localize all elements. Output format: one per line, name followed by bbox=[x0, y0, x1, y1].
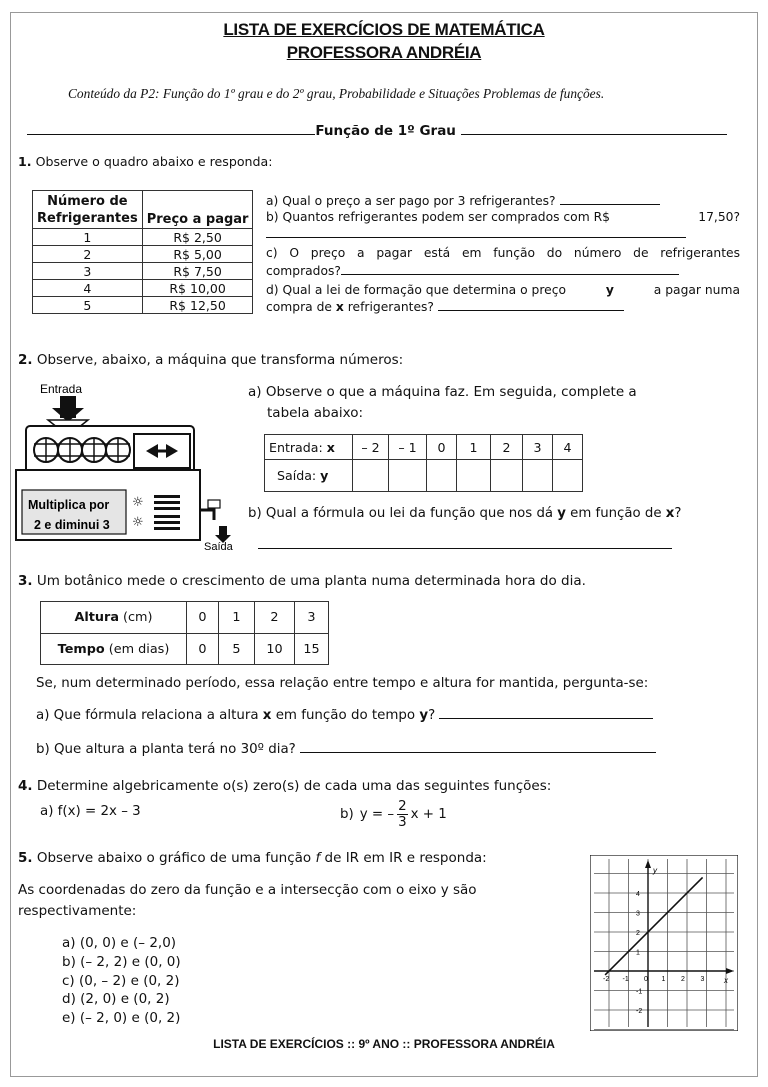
q5-text: Observe abaixo o gráfico de uma função bbox=[36, 850, 316, 866]
y-tick-label: 4 bbox=[636, 891, 640, 898]
q3-table bbox=[40, 601, 329, 665]
number-machine bbox=[12, 378, 242, 558]
option-a[interactable]: a) (0, 0) e (– 2,0) bbox=[62, 935, 177, 951]
answer-line[interactable] bbox=[438, 301, 624, 311]
q1-c-text: c) O preço a pagar está em função do número de refrigerantes bbox=[266, 246, 740, 260]
cell: 5 bbox=[33, 297, 143, 314]
cell: 1 bbox=[457, 435, 491, 460]
q1-col-quantity-l2: Refrigerantes bbox=[37, 210, 138, 226]
cell: 3 bbox=[295, 602, 329, 634]
cell: 15 bbox=[295, 634, 329, 665]
table-row bbox=[41, 634, 329, 665]
q3-altura-label: Altura bbox=[74, 610, 119, 625]
q3-b bbox=[36, 742, 656, 757]
x-tick-label: 2 bbox=[681, 976, 685, 983]
cell: 0 bbox=[427, 435, 457, 460]
section-rule-right bbox=[461, 134, 727, 135]
q1-col-price: Preço a pagar bbox=[142, 191, 253, 229]
cell: 1 bbox=[33, 229, 143, 246]
q3-a-text-2: em função do tempo bbox=[271, 708, 420, 723]
q1-b-amount: 17,50? bbox=[698, 210, 740, 224]
q5-options bbox=[62, 934, 181, 1028]
q4-b-label: b) bbox=[340, 806, 354, 822]
cell: 10 bbox=[255, 634, 295, 665]
q1-d-text-2: a pagar numa bbox=[653, 283, 740, 297]
option-d[interactable]: d) (2, 0) e (0, 2) bbox=[62, 991, 170, 1008]
answer-cell[interactable] bbox=[389, 460, 427, 492]
answer-line[interactable] bbox=[266, 237, 686, 238]
y-axis-label: y bbox=[653, 866, 657, 875]
cell: 2 bbox=[33, 246, 143, 263]
q1-table bbox=[32, 190, 253, 314]
machine-label-line-2: 2 e diminui 3 bbox=[34, 518, 110, 532]
q2-b-var-y: y bbox=[557, 506, 566, 521]
table-row bbox=[265, 460, 583, 492]
q1-d-text-3: compra de bbox=[266, 300, 332, 314]
q4-b-fraction bbox=[397, 799, 408, 830]
q2-a-line-2: tabela abaixo: bbox=[267, 405, 364, 421]
cell: – 2 bbox=[353, 435, 389, 460]
x-tick-label: 3 bbox=[700, 976, 705, 983]
faucet bbox=[208, 500, 220, 508]
q1-text: Observe o quadro abaixo e responda: bbox=[35, 154, 273, 169]
q3-text: Um botânico mede o crescimento de uma planta numa determinada hora do dia. bbox=[36, 573, 586, 589]
machine-label-line-1: Multiplica por bbox=[28, 498, 110, 512]
content-subtitle: Conteúdo da P2: Função do 1º grau e do 2º grau, Probabilidade e Situações Problemas de funções. bbox=[68, 86, 605, 101]
answer-line[interactable] bbox=[300, 743, 656, 753]
q1-col-quantity-l1: Número de bbox=[47, 193, 128, 209]
cell: 1 bbox=[219, 602, 255, 634]
answer-cell[interactable] bbox=[553, 460, 583, 492]
cell: 0 bbox=[187, 634, 219, 665]
cell: 4 bbox=[33, 280, 143, 297]
q2-entrada-var: x bbox=[326, 439, 335, 455]
cell: R$ 12,50 bbox=[142, 297, 253, 314]
entrada-label: Entrada bbox=[40, 382, 83, 396]
q5-text-2: de IR em IR e responda: bbox=[320, 850, 487, 866]
function-graph bbox=[590, 855, 738, 1031]
sun-icon: ☼ bbox=[132, 515, 144, 530]
q5-prompt bbox=[18, 850, 487, 866]
option-c[interactable]: c) (0, – 2) e (0, 2) bbox=[62, 972, 180, 989]
saida-arrow-shaft bbox=[219, 526, 227, 536]
q1-d-2 bbox=[266, 300, 624, 314]
q1-b bbox=[266, 210, 740, 224]
answer-line[interactable] bbox=[341, 265, 679, 275]
q5-text-line-2: respectivamente: bbox=[18, 903, 137, 919]
section-title: Função de 1º Grau bbox=[315, 123, 456, 139]
cell: R$ 2,50 bbox=[142, 229, 253, 246]
graph-frame bbox=[590, 855, 738, 1031]
y-tick-label: 2 bbox=[636, 930, 640, 937]
answer-line[interactable] bbox=[560, 195, 660, 205]
q4-b-denominator: 3 bbox=[398, 814, 407, 830]
q1-prompt bbox=[18, 154, 272, 169]
q2-b-text-2: em função de bbox=[565, 506, 666, 521]
table-row bbox=[33, 229, 253, 246]
y-tick-label: 3 bbox=[636, 910, 640, 918]
table-row bbox=[33, 263, 253, 280]
q1-d-var-y: y bbox=[605, 283, 614, 297]
q2-b-var-x: x bbox=[665, 506, 675, 521]
q3-tempo-unit: (em dias) bbox=[104, 641, 170, 657]
q4-b-numerator: 2 bbox=[398, 798, 407, 814]
section-rule-left bbox=[27, 134, 315, 135]
title-line-2: PROFESSORA ANDRÉIA bbox=[286, 43, 482, 62]
x-tick-label: -1 bbox=[622, 976, 629, 983]
table-row bbox=[33, 246, 253, 263]
section-heading bbox=[18, 123, 736, 139]
cell: 0 bbox=[187, 602, 219, 634]
sun-icon: ☼ bbox=[132, 495, 144, 510]
x-tick-label: 0 bbox=[644, 976, 648, 983]
x-tick-label: 1 bbox=[661, 976, 666, 983]
saida-pipe bbox=[200, 510, 214, 520]
q3-a-var-x: x bbox=[262, 708, 272, 723]
answer-cell[interactable] bbox=[523, 460, 553, 492]
q1-a-text: a) Qual o preço a ser pago por 3 refrigerantes? bbox=[266, 194, 556, 208]
q1-c bbox=[266, 246, 740, 260]
answer-cell[interactable] bbox=[457, 460, 491, 492]
answer-line[interactable] bbox=[439, 709, 653, 719]
q4-b-rhs: x + 1 bbox=[410, 806, 447, 822]
q1-c-2 bbox=[266, 264, 679, 278]
cell: R$ 5,00 bbox=[142, 246, 253, 263]
q4-number: 4. bbox=[18, 778, 33, 794]
y-tick-label: -1 bbox=[636, 988, 643, 996]
title-line-1: LISTA DE EXERCÍCIOS DE MATEMÁTICA bbox=[223, 20, 545, 39]
cell: R$ 10,00 bbox=[142, 280, 253, 297]
saida-label: Saída bbox=[204, 541, 233, 553]
q3-altura-unit: (cm) bbox=[118, 610, 153, 625]
q2-saida-label bbox=[265, 460, 353, 492]
q3-prompt bbox=[18, 573, 586, 589]
table-row bbox=[265, 435, 583, 460]
cell: 2 bbox=[255, 602, 295, 634]
q2-table bbox=[264, 434, 583, 492]
q3-note: Se, num determinado período, essa relação entre tempo e altura for mantida, pergunta-se: bbox=[36, 676, 649, 691]
q5-text-line-1: As coordenadas do zero da função e a intersecção com o eixo y são bbox=[18, 882, 477, 898]
q3-a bbox=[36, 708, 653, 723]
q2-b-text: b) Qual a fórmula ou lei da função que nos dá bbox=[248, 506, 558, 521]
answer-cell[interactable] bbox=[353, 460, 389, 492]
cell: – 1 bbox=[389, 435, 427, 460]
q2-text: Observe, abaixo, a máquina que transforma números: bbox=[32, 352, 404, 368]
q1-a bbox=[266, 194, 660, 208]
y-tick-label: 1 bbox=[636, 949, 640, 957]
q1-d bbox=[266, 283, 740, 297]
q1-d-text: d) Qual a lei de formação que determina o preço bbox=[266, 283, 566, 297]
q4-text: Determine algebricamente o(s) zero(s) de cada uma das seguintes funções: bbox=[36, 778, 552, 794]
q2-saida-var: y bbox=[320, 468, 329, 483]
q4-a: a) f(x) = 2x – 3 bbox=[40, 804, 141, 819]
q3-b-text: b) Que altura a planta terá no 30º dia? bbox=[36, 742, 296, 757]
q1-number: 1. bbox=[18, 154, 32, 169]
answer-line[interactable] bbox=[258, 548, 672, 549]
q3-a-var-y: y bbox=[419, 708, 429, 723]
option-b[interactable]: b) (– 2, 2) e (0, 0) bbox=[62, 953, 181, 970]
q3-a-text-3: ? bbox=[428, 708, 436, 723]
cell: 3 bbox=[523, 435, 553, 460]
q1-b-text: b) Quantos refrigerantes podem ser comprados com R$ bbox=[266, 210, 610, 224]
footer: LISTA DE EXERCÍCIOS :: 9º ANO :: PROFESSORA ANDRÉIA bbox=[213, 1037, 555, 1051]
q1-d-text-4: refrigerantes? bbox=[347, 300, 434, 314]
q3-row-altura bbox=[41, 602, 187, 634]
cell: 3 bbox=[33, 263, 143, 280]
q4-b-lhs: y = – bbox=[359, 806, 395, 822]
q2-a-line-1: a) Observe o que a máquina faz. Em seguida, complete a bbox=[248, 384, 637, 400]
table-row bbox=[33, 280, 253, 297]
cell: 5 bbox=[219, 634, 255, 665]
q2-b-text-3: ? bbox=[674, 506, 682, 521]
q2-prompt bbox=[18, 352, 403, 368]
x-axis-label: x bbox=[724, 976, 728, 985]
q2-number: 2. bbox=[18, 352, 33, 368]
q5-number: 5. bbox=[18, 850, 33, 866]
cell: 2 bbox=[491, 435, 523, 460]
q1-col-quantity bbox=[33, 191, 143, 229]
q1-d-var-x: x bbox=[335, 300, 344, 314]
cell: R$ 7,50 bbox=[142, 263, 253, 280]
q2-saida-text: Saída: bbox=[277, 468, 321, 483]
q2-entrada-text: Entrada: bbox=[269, 439, 327, 455]
q1-c-text-2: comprados? bbox=[266, 264, 341, 278]
x-tick-label: -2 bbox=[603, 976, 610, 983]
q2-b bbox=[248, 506, 681, 521]
cell: 4 bbox=[553, 435, 583, 460]
q4-b bbox=[340, 796, 447, 832]
q3-a-text: a) Que fórmula relaciona a altura bbox=[36, 708, 263, 723]
y-tick-label: -2 bbox=[636, 1008, 643, 1015]
answer-cell[interactable] bbox=[491, 460, 523, 492]
q3-row-tempo bbox=[41, 634, 187, 665]
q3-tempo-label: Tempo bbox=[57, 641, 105, 657]
option-e[interactable]: e) (– 2, 0) e (0, 2) bbox=[62, 1010, 181, 1027]
q5-f: f bbox=[315, 850, 321, 866]
answer-cell[interactable] bbox=[427, 460, 457, 492]
q4-prompt bbox=[18, 778, 551, 794]
table-row bbox=[33, 297, 253, 314]
q2-entrada-label bbox=[265, 435, 353, 460]
table-row bbox=[41, 602, 329, 634]
q1-table-header bbox=[33, 191, 253, 229]
q3-number: 3. bbox=[18, 573, 33, 589]
